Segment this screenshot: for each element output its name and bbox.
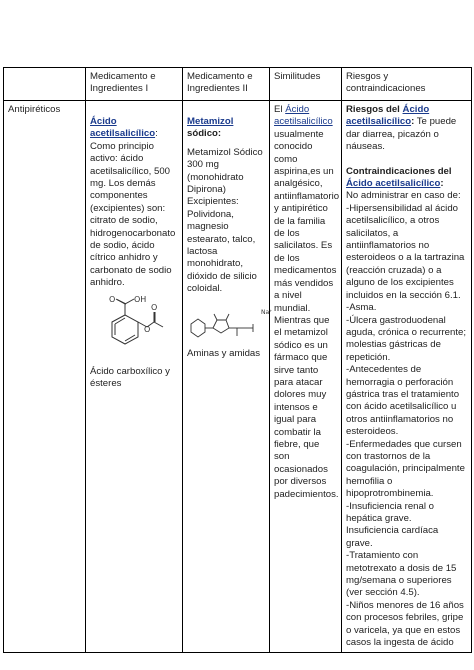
risks-aspirin-link[interactable]: Ácido acetilsalicílico [346,104,430,128]
risks-suffix: : [411,116,415,128]
contra-item-5: -Enfermedades que cursen con trastornos de la coagulación, principalmente hemofilia o hipoprotrombinemia. [346,438,465,500]
contra-intro: No administrar en caso de: [346,190,461,202]
drug2-description: Metamizol Sódico 300 mg (monohidrato Dipirona) Excipientes: Polividona, magnesio estearato, talco, lactosa monohidrato, dióxido de silicio coloidal. [187,146,263,295]
metamizol-label-na: Na⁺ [261,308,273,316]
table-header-row [4,68,472,101]
header-cell-medicamento-2: Medicamento e Ingredientes II [183,68,270,101]
drug1-description: Como principio activo: ácido acetilsalicílico, 500 mg. Los demás componentes (excipientes) son: citrato de sodio, hidrogenocarbonato de sodio, ácido cítrico anhidro y carbonato de sodio anhidro. [90,140,176,289]
contra-item-3: -Úlcera gastroduodenal aguda, crónica o recurrente; molestias gástricas de repetición. [346,314,466,363]
metamizol-link[interactable]: Metamizol [187,116,234,127]
contra-title: Contraindicaciones del [346,165,452,177]
table-row [4,101,472,653]
similitudes-aspirin-link[interactable]: Ácido acetilsalicílico [274,104,333,128]
drug1-caption: Ácido carboxílico y ésteres [90,365,170,390]
aspirin-link[interactable]: Ácido acetilsalicílico [90,116,156,140]
contra-item-4: -Antecedentes de hemorragia o perforación gástrica tras el tratamiento con ácido acetilsalicílico u otros antiinflamatorios no esteroideos. [346,364,460,438]
contra-suffix: : [440,178,444,190]
contra-item-1: -Hipersensibilidad al ácido acetilsalicílico, a otros salicilatos, a antiinflamatorios no esteroideos o a la tartrazina (reacción cruzada) o a alguno de los excipientes incluidos en la sección 6.1. [346,202,465,301]
drug2-caption: Aminas y amidas [187,347,261,359]
row-label-cell [4,101,86,653]
contra-item-7: -Tratamiento con metotrexato a dosis de 15 mg/semana o superiores (ver sección 4.5). [346,550,457,599]
aspirin-label-o2: O [144,324,151,334]
aspirin-structure-image [90,294,170,364]
contra-item-8: -Niños menores de 16 años con procesos febriles, gripe o varicela, ya que en estos casos la ingesta de ácido [346,599,464,649]
cell-riesgos [342,101,472,653]
aspirin-label-o1: O [109,294,116,304]
risks-title: Riesgos del [346,104,400,115]
header-cell-similitudes: Similitudes [270,68,342,101]
header-cell-empty [4,68,86,101]
cell-similitudes [270,101,342,653]
drug2-suffix: sódico: [187,128,222,140]
similitudes-text: usualmente conocido como aspirina,es un analgésico, antiinflamatorio y antipirético de la familia de los salicilatos. Es de los medicamentos más vendidos a nivel mundial. Mientras que el metamizol sódico es un fármaco que sirve tanto para atacar dolores muy intensos e igual para combatir la fiebre, que son ocasionados por diversos padecimientos. [274,128,340,500]
cell-medicamento-1 [86,101,183,653]
aspirin-label-o3: O [151,302,158,312]
header-cell-riesgos: Riesgos y contraindicaciones [342,68,472,101]
contra-item-2: -Asma. [346,302,377,314]
metamizol-structure-image [187,300,275,346]
comparison-table [3,67,472,653]
drug1-suffix: : [155,128,158,140]
cell-medicamento-2 [183,101,273,653]
risks-text: Te puede dar diarrea, picazón o náuseas. [346,116,457,153]
aspirin-label-oh: OH [134,294,147,304]
contra-item-6: -Insuficiencia renal o hepática grave. Insuficiencia cardíaca grave. [346,500,439,549]
similitudes-prefix: El [274,104,283,115]
contra-aspirin-link[interactable]: Ácido acetilsalicílico [346,178,441,190]
header-cell-medicamento-1: Medicamento e Ingredientes I [86,68,183,101]
row-label: Antipiréticos [8,104,61,115]
